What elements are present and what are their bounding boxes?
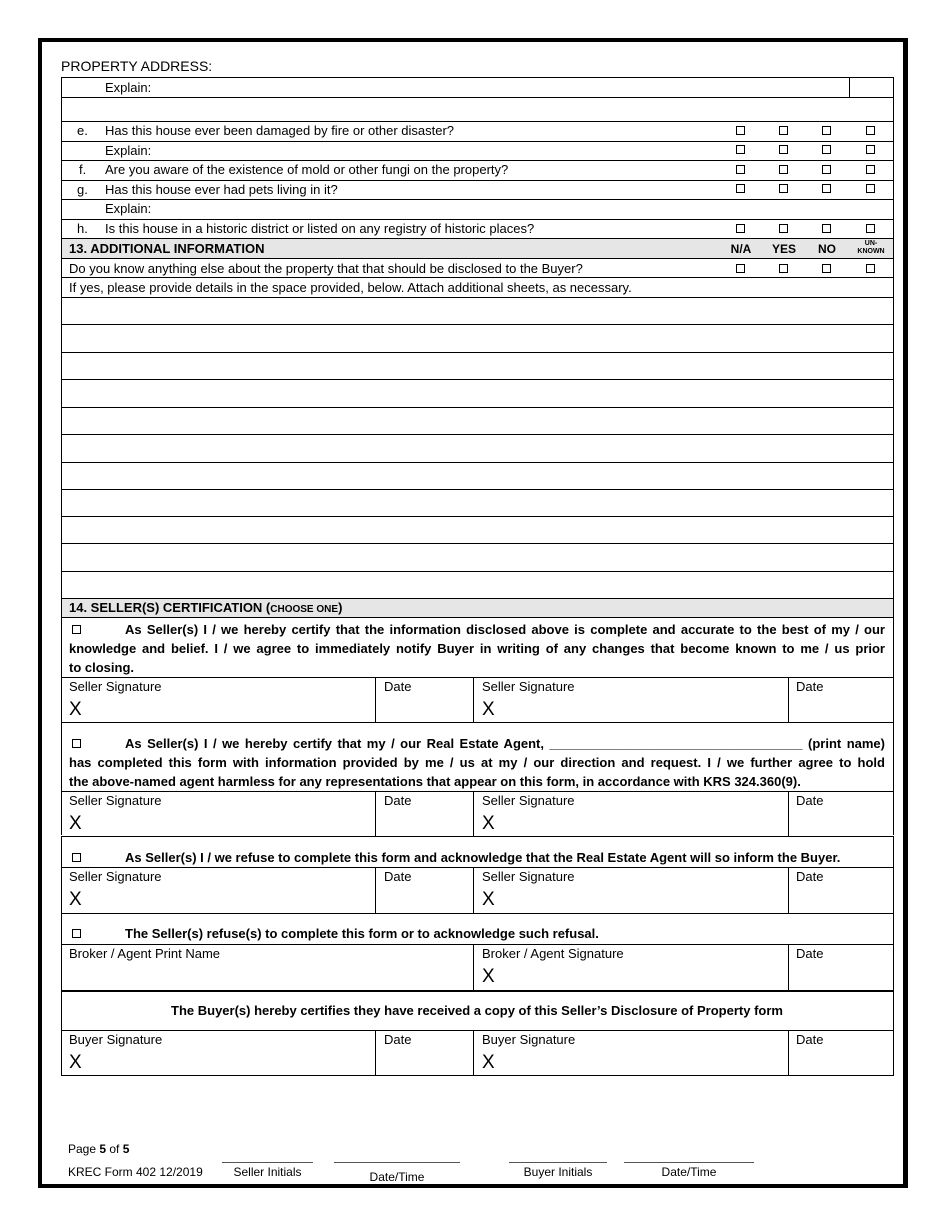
rule bbox=[61, 77, 893, 78]
checkbox-h-na[interactable] bbox=[736, 224, 745, 233]
section13-title: 13. ADDITIONAL INFORMATION bbox=[69, 241, 265, 256]
date-label: Date bbox=[384, 1032, 412, 1047]
column-na: N/A bbox=[730, 242, 752, 256]
signature-field-seller-5[interactable]: X bbox=[69, 889, 82, 910]
signature-field-seller-2[interactable]: X bbox=[482, 699, 495, 720]
checkbox-g-no[interactable] bbox=[822, 184, 831, 193]
option1-line1: As Seller(s) I / we hereby certify that the information disclosed above is complete and accurate to the best of my / our bbox=[125, 622, 885, 637]
checkbox-f-na[interactable] bbox=[736, 165, 745, 174]
rule bbox=[375, 1030, 376, 1075]
question-pets: Has this house ever had pets living in it? bbox=[105, 182, 338, 197]
checkbox-13-unknown[interactable] bbox=[866, 264, 875, 273]
rule bbox=[375, 791, 376, 836]
buyer-initials-field[interactable] bbox=[509, 1162, 607, 1163]
buyer-signature-label: Buyer Signature bbox=[69, 1032, 163, 1047]
date-label: Date bbox=[796, 946, 824, 961]
option4-text: The Seller(s) refuse(s) to complete this form or to acknowledge such refusal. bbox=[125, 926, 599, 941]
signature-field-seller-3[interactable]: X bbox=[69, 813, 82, 834]
rule bbox=[61, 913, 893, 914]
date-label: Date bbox=[796, 793, 824, 808]
rule bbox=[893, 722, 894, 835]
date-label: Date bbox=[384, 793, 412, 808]
checkbox-f-unknown[interactable] bbox=[866, 165, 875, 174]
checkbox-g-unknown[interactable] bbox=[866, 184, 875, 193]
rule bbox=[61, 722, 893, 723]
rule bbox=[375, 867, 376, 913]
rule bbox=[61, 617, 893, 618]
details-line[interactable] bbox=[61, 462, 893, 463]
rule bbox=[61, 836, 62, 913]
signature-field-seller-6[interactable]: X bbox=[482, 889, 495, 910]
details-line[interactable] bbox=[61, 407, 893, 408]
additional-info-question: Do you know anything else about the property that that should be disclosed to the Buyer? bbox=[69, 261, 583, 276]
checkbox-h-yes[interactable] bbox=[779, 224, 788, 233]
option3-text: As Seller(s) I / we refuse to complete this form and acknowledge that the Real Estate Agent will so inform the Buyer. bbox=[125, 850, 841, 865]
rule bbox=[61, 121, 893, 122]
rule bbox=[788, 867, 789, 913]
checkbox-g-yes[interactable] bbox=[779, 184, 788, 193]
rule bbox=[61, 277, 893, 278]
checkbox-g-na[interactable] bbox=[736, 184, 745, 193]
explain-label: Explain: bbox=[105, 143, 152, 158]
rule bbox=[61, 867, 893, 868]
date-time-label: Date/Time bbox=[661, 1165, 717, 1179]
rule bbox=[61, 238, 62, 618]
option2-text bbox=[69, 734, 885, 791]
buyer-certification-text: The Buyer(s) hereby certifies they have received a copy of this Seller’s Disclosure of Property form bbox=[171, 1003, 783, 1018]
page-total: 5 bbox=[122, 1142, 130, 1156]
item-letter: h. bbox=[77, 221, 88, 236]
rule bbox=[473, 944, 474, 990]
checkbox-e-no[interactable] bbox=[822, 126, 831, 135]
question-historic: Is this house in a historic district or listed on any registry of historic places? bbox=[105, 221, 535, 236]
checkbox-option3[interactable] bbox=[72, 853, 81, 862]
rule bbox=[61, 160, 893, 161]
checkbox-e-explain-yes[interactable] bbox=[779, 145, 788, 154]
checkbox-h-unknown[interactable] bbox=[866, 224, 875, 233]
page-number bbox=[68, 1142, 129, 1156]
option1-text bbox=[69, 620, 885, 677]
date-label: Date bbox=[384, 869, 412, 884]
rule bbox=[893, 77, 894, 238]
seller-signature-label: Seller Signature bbox=[482, 679, 575, 694]
column-no: NO bbox=[818, 242, 836, 256]
rule bbox=[61, 199, 893, 200]
rule bbox=[61, 990, 893, 992]
date-label: Date bbox=[796, 1032, 824, 1047]
page-prefix: Page bbox=[68, 1142, 100, 1156]
rule bbox=[61, 836, 893, 837]
option1-line2: knowledge and belief. I / we agree to immediately notify Buyer in writing of any changes that become known to me / us prior bbox=[69, 641, 885, 656]
rule bbox=[893, 913, 894, 990]
rule bbox=[61, 258, 893, 259]
rule bbox=[61, 1075, 893, 1076]
details-line[interactable] bbox=[61, 489, 893, 490]
details-line[interactable] bbox=[61, 324, 893, 325]
rule bbox=[61, 141, 893, 142]
item-letter: f. bbox=[79, 162, 87, 177]
rule bbox=[61, 77, 62, 238]
section14-title-small: CHOOSE ONE bbox=[270, 604, 339, 615]
rule bbox=[893, 238, 894, 618]
rule bbox=[61, 1030, 893, 1031]
signature-field-seller-1[interactable]: X bbox=[69, 699, 82, 720]
signature-field-buyer-1[interactable]: X bbox=[69, 1052, 82, 1073]
page-of: of bbox=[106, 1142, 123, 1156]
rule bbox=[788, 1030, 789, 1075]
seller-initials-label: Seller Initials bbox=[233, 1165, 302, 1179]
details-line[interactable] bbox=[61, 297, 893, 298]
signature-field-buyer-2[interactable]: X bbox=[482, 1052, 495, 1073]
question-mold: Are you aware of the existence of mold or other fungi on the property? bbox=[105, 162, 509, 177]
column-unknown-line1: UN- bbox=[864, 240, 878, 247]
rule bbox=[473, 867, 474, 913]
rule bbox=[788, 944, 789, 990]
rule bbox=[788, 677, 789, 722]
seller-signature-label: Seller Signature bbox=[69, 679, 162, 694]
seller-signature-label: Seller Signature bbox=[482, 793, 575, 808]
checkbox-13-yes[interactable] bbox=[779, 264, 788, 273]
buyer-signature-label: Buyer Signature bbox=[482, 1032, 576, 1047]
seller-signature-label: Seller Signature bbox=[69, 869, 162, 884]
signature-field-broker[interactable]: X bbox=[482, 966, 495, 987]
checkbox-h-no[interactable] bbox=[822, 224, 831, 233]
question-fire-damage: Has this house ever been damaged by fire or other disaster? bbox=[105, 123, 455, 138]
date-label: Date bbox=[384, 679, 412, 694]
property-address-label: PROPERTY ADDRESS: bbox=[61, 58, 213, 74]
details-line[interactable] bbox=[61, 543, 893, 544]
rule bbox=[61, 913, 62, 990]
details-line[interactable] bbox=[61, 571, 893, 572]
seller-signature-label: Seller Signature bbox=[482, 869, 575, 884]
rule bbox=[473, 791, 474, 836]
seller-datetime-field[interactable] bbox=[334, 1162, 460, 1163]
rule bbox=[473, 1030, 474, 1075]
checkbox-e-yes[interactable] bbox=[779, 126, 788, 135]
item-letter: e. bbox=[77, 123, 88, 138]
rule bbox=[61, 180, 893, 181]
rule bbox=[893, 836, 894, 913]
checkbox-f-yes[interactable] bbox=[779, 165, 788, 174]
item-letter: g. bbox=[77, 182, 88, 197]
option2-line3: the above-named agent harmless for any representations that appear on this form, in accordance with KRS 324.360(9). bbox=[69, 774, 801, 789]
checkbox-e-explain-na[interactable] bbox=[736, 145, 745, 154]
details-line[interactable] bbox=[61, 352, 893, 353]
additional-info-instructions: If yes, please provide details in the space provided, below. Attach additional sheets, as necessary. bbox=[69, 280, 632, 295]
rule bbox=[893, 990, 894, 1076]
rule bbox=[61, 617, 62, 677]
date-label: Date bbox=[796, 679, 824, 694]
broker-print-name-label: Broker / Agent Print Name bbox=[69, 946, 221, 961]
column-unknown bbox=[852, 240, 890, 256]
checkbox-f-no[interactable] bbox=[822, 165, 831, 174]
checkbox-13-no[interactable] bbox=[822, 264, 831, 273]
rule bbox=[61, 97, 893, 98]
section14-title-main: 14. SELLER(S) CERTIFICATION ( bbox=[69, 600, 271, 615]
section14-title-end: ) bbox=[338, 600, 343, 615]
rule bbox=[61, 677, 893, 678]
rule bbox=[61, 722, 62, 835]
rule bbox=[61, 238, 893, 239]
option2-line2: has completed this form with information provided by me / us at my / our direction and request. I / we further agree to hold bbox=[69, 755, 885, 770]
rule bbox=[61, 598, 893, 599]
buyer-initials-label: Buyer Initials bbox=[523, 1165, 593, 1179]
explain-label: Explain: bbox=[105, 201, 152, 216]
rule bbox=[375, 677, 376, 722]
date-label: Date bbox=[796, 869, 824, 884]
checkbox-e-na[interactable] bbox=[736, 126, 745, 135]
rule bbox=[473, 677, 474, 722]
broker-signature-label: Broker / Agent Signature bbox=[482, 946, 624, 961]
date-time-label: Date/Time bbox=[369, 1170, 425, 1184]
option2-line1: As Seller(s) I / we hereby certify that my / our Real Estate Agent, ___________________________________ (print name) bbox=[125, 736, 885, 751]
buyer-datetime-field[interactable] bbox=[624, 1162, 754, 1163]
section14-title bbox=[69, 600, 342, 615]
rule bbox=[61, 944, 893, 945]
column-unknown-line2: KNOWN bbox=[857, 248, 885, 255]
option1-line3: to closing. bbox=[69, 660, 134, 675]
details-line[interactable] bbox=[61, 379, 893, 380]
rule bbox=[61, 791, 893, 792]
details-line[interactable] bbox=[61, 516, 893, 517]
rule bbox=[61, 219, 893, 220]
explain-label: Explain: bbox=[105, 80, 152, 95]
checkbox-e-explain-no[interactable] bbox=[822, 145, 831, 154]
rule bbox=[893, 617, 894, 722]
checkbox-e-unknown[interactable] bbox=[866, 126, 875, 135]
checkbox-option4[interactable] bbox=[72, 929, 81, 938]
checkbox-13-na[interactable] bbox=[736, 264, 745, 273]
page-current: 5 bbox=[99, 1142, 107, 1156]
seller-signature-label: Seller Signature bbox=[69, 793, 162, 808]
column-yes: YES bbox=[771, 242, 796, 256]
details-line[interactable] bbox=[61, 434, 893, 435]
checkbox-e-explain-unknown[interactable] bbox=[866, 145, 875, 154]
rule bbox=[849, 77, 850, 97]
rule bbox=[788, 791, 789, 836]
form-id: KREC Form 402 12/2019 bbox=[68, 1165, 203, 1179]
rule bbox=[61, 677, 62, 722]
seller-initials-field[interactable] bbox=[222, 1162, 313, 1163]
signature-field-seller-4[interactable]: X bbox=[482, 813, 495, 834]
